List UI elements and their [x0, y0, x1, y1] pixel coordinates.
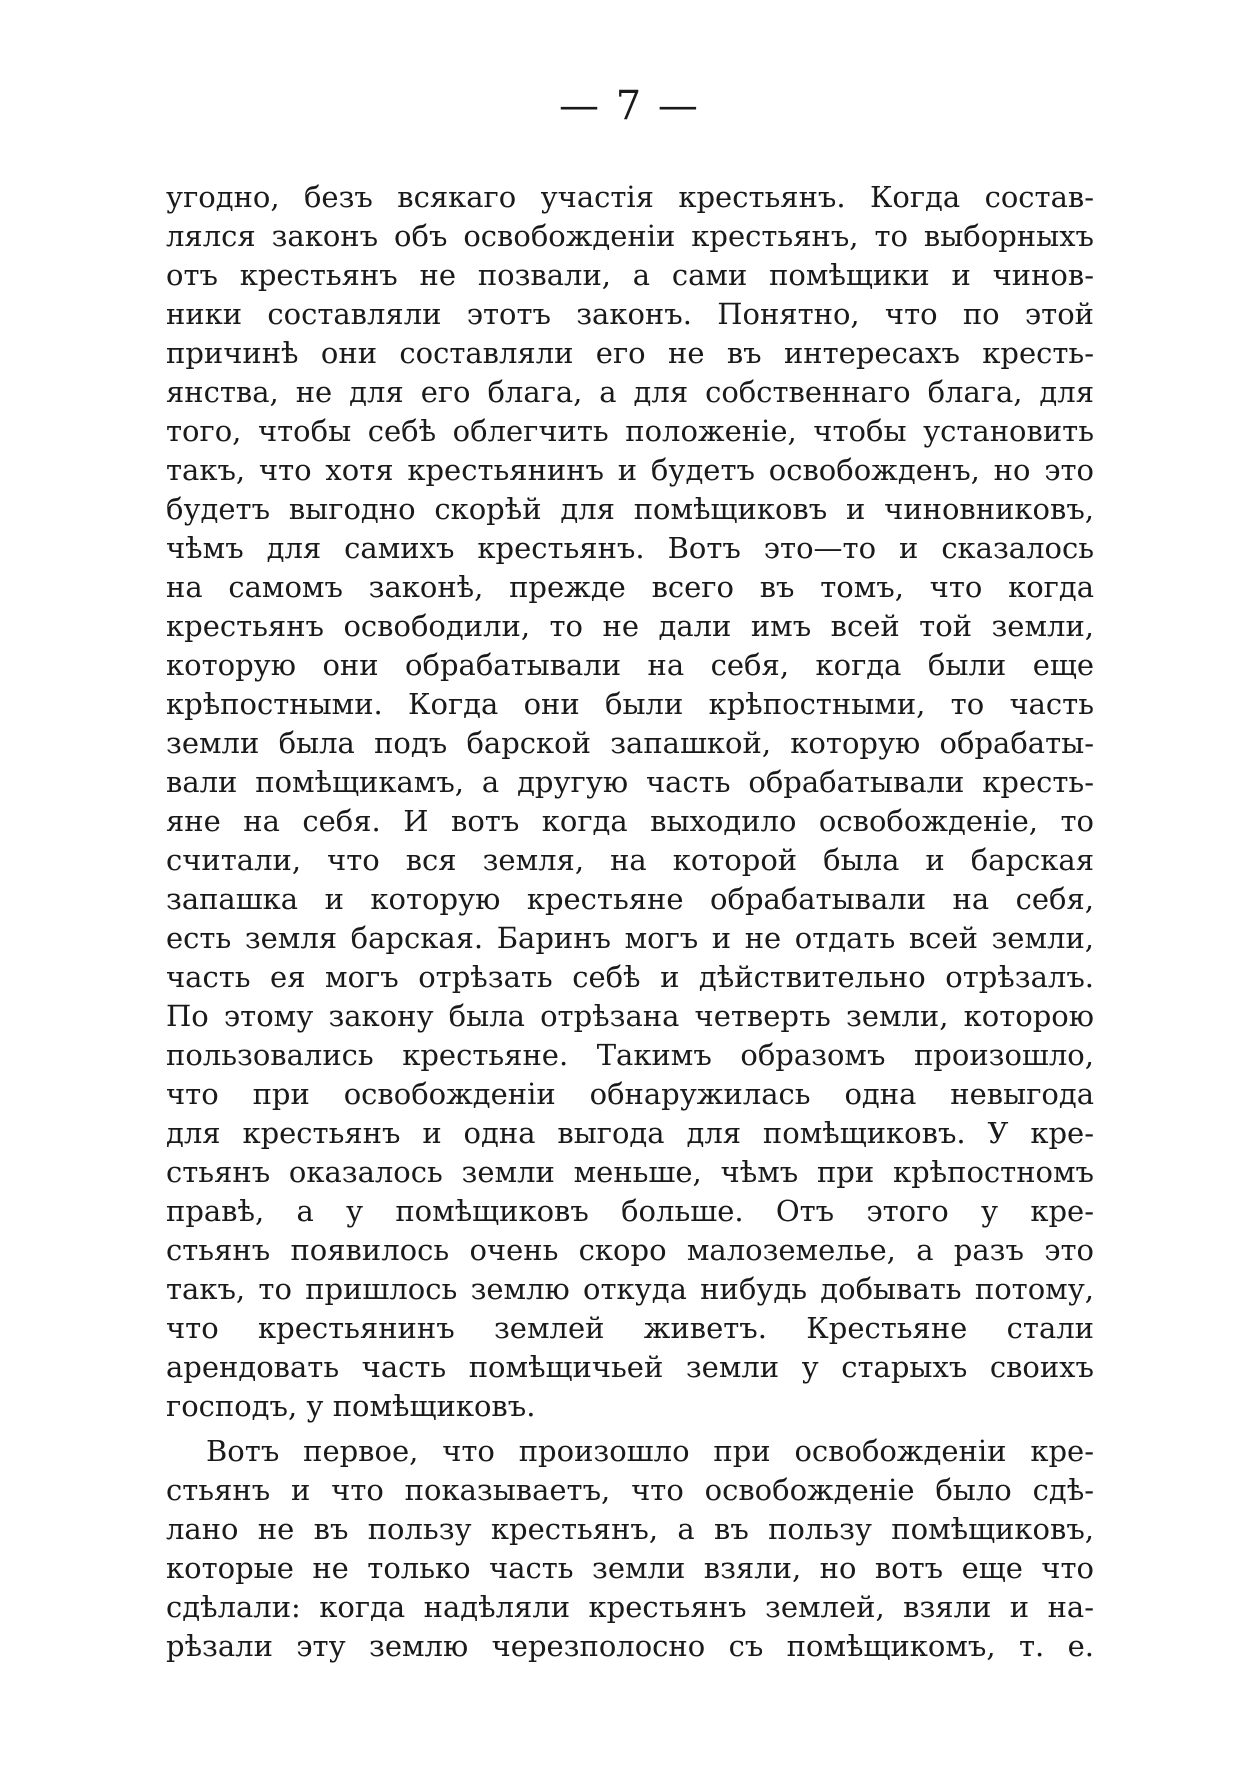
text-line: которую они обрабатывали на себя, когда были еще	[166, 648, 1094, 682]
paragraph-1	[166, 178, 1094, 1426]
text-line: стьянъ появилось очень скоро малоземелье, а разъ это	[166, 1233, 1094, 1267]
text-line: Вотъ первое, что произошло при освобожденіи кре-	[206, 1434, 1094, 1468]
text-line: янства, не для его блага, а для собственнаго блага, для	[166, 375, 1094, 409]
text-line: сдѣлали: когда надѣляли крестьянъ землей, взяли и на-	[166, 1590, 1094, 1624]
text-line: есть земля барская. Баринъ могъ и не отдать всей земли,	[166, 921, 1094, 955]
text-line: ники составляли этотъ законъ. Понятно, что по этой	[166, 297, 1094, 331]
text-line: будетъ выгодно скорѣй для помѣщиковъ и чиновниковъ,	[166, 492, 1094, 526]
text-line: такъ, то пришлось землю откуда нибудь добывать потому,	[166, 1272, 1094, 1306]
body-text	[166, 178, 1094, 1666]
text-line: того, чтобы себѣ облегчить положеніе, чтобы установить	[166, 414, 1094, 448]
text-line: чѣмъ для самихъ крестьянъ. Вотъ это—то и сказалось	[166, 531, 1094, 565]
text-line: пользовались крестьяне. Такимъ образомъ произошло,	[166, 1038, 1094, 1072]
page-number: — 7 —	[559, 83, 700, 129]
text-line: господъ, у помѣщиковъ.	[166, 1389, 536, 1423]
text-line: стьянъ оказалось земли меньше, чѣмъ при крѣпостномъ	[166, 1155, 1094, 1189]
text-line: считали, что вся земля, на которой была и барская	[166, 843, 1094, 877]
text-line: крестьянъ освободили, то не дали имъ всей той земли,	[166, 609, 1094, 643]
text-line: что крестьянинъ землей живетъ. Крестьяне стали	[166, 1311, 1094, 1345]
text-line: стьянъ и что показываетъ, что освобожденіе было сдѣ-	[166, 1473, 1094, 1507]
text-line: которые не только часть земли взяли, но вотъ еще что	[166, 1551, 1094, 1585]
text-line: на самомъ законѣ, прежде всего въ томъ, что когда	[166, 570, 1094, 604]
text-line: вали помѣщикамъ, а другую часть обрабатывали кресть-	[166, 765, 1094, 799]
text-line: лано не въ пользу крестьянъ, а въ пользу помѣщиковъ,	[166, 1512, 1094, 1546]
text-line: правѣ, а у помѣщиковъ больше. Отъ этого у кре-	[166, 1194, 1094, 1228]
text-line: крѣпостными. Когда они были крѣпостными, то часть	[166, 687, 1094, 721]
text-line: что при освобожденіи обнаружилась одна невыгода	[166, 1077, 1094, 1111]
text-line: такъ, что хотя крестьянинъ и будетъ освобожденъ, но это	[166, 453, 1094, 487]
text-line: отъ крестьянъ не позвали, а сами помѣщики и чинов-	[166, 258, 1094, 292]
paragraph-2	[166, 1432, 1094, 1666]
text-line: часть ея могъ отрѣзать себѣ и дѣйствительно отрѣзалъ.	[166, 960, 1094, 994]
text-line: яне на себя. И вотъ когда выходило освобожденіе, то	[166, 804, 1094, 838]
text-line: рѣзали эту землю черезполосно съ помѣщикомъ, т. е.	[166, 1629, 1094, 1663]
text-line: земли была подъ барской запашкой, которую обрабаты-	[166, 726, 1094, 760]
text-line: арендовать часть помѣщичьей земли у старыхъ своихъ	[166, 1350, 1094, 1384]
text-line: запашка и которую крестьяне обрабатывали на себя,	[166, 882, 1094, 916]
text-line: По этому закону была отрѣзана четверть земли, которою	[166, 999, 1094, 1033]
text-line: причинѣ они составляли его не въ интересахъ кресть-	[166, 336, 1094, 370]
text-line: для крестьянъ и одна выгода для помѣщиковъ. У кре-	[166, 1116, 1094, 1150]
text-line: угодно, безъ всякаго участія крестьянъ. Когда состав-	[166, 180, 1094, 214]
text-line: лялся законъ объ освобожденіи крестьянъ, то выборныхъ	[166, 219, 1094, 253]
